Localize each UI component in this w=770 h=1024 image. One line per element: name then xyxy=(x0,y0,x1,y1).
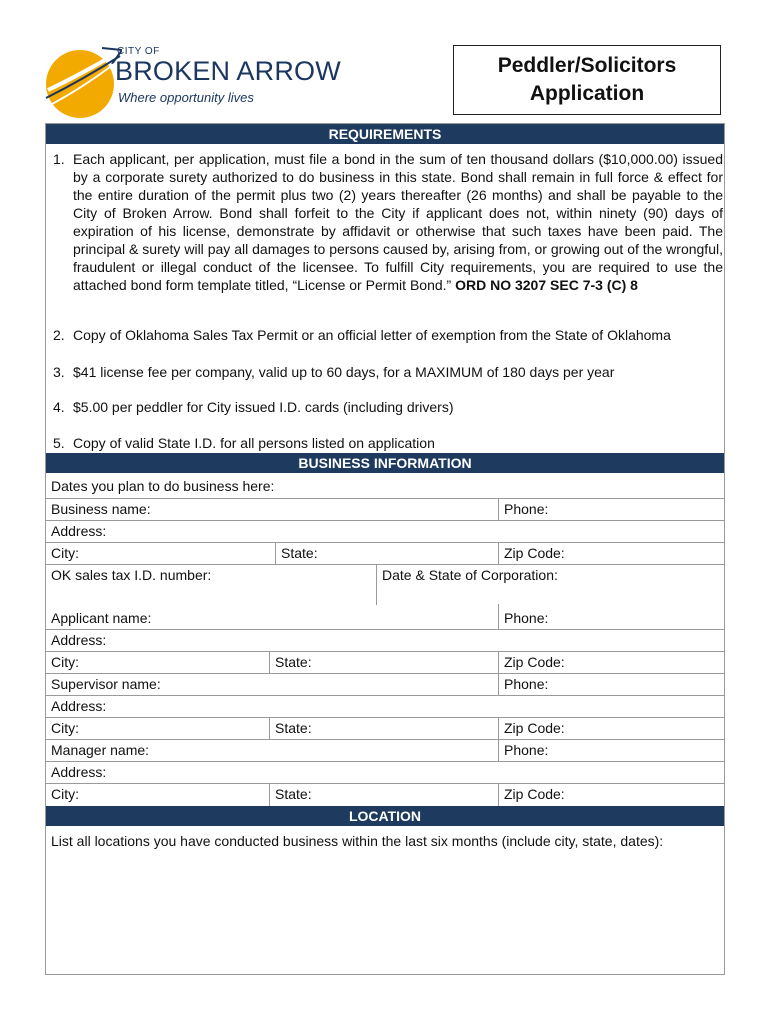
requirement-number: 2. xyxy=(53,327,65,343)
corporation-field[interactable] xyxy=(376,565,724,605)
requirement-text xyxy=(73,150,723,294)
phone-label: Phone: xyxy=(504,610,549,626)
supervisor-address-row[interactable] xyxy=(46,695,724,718)
business-city-field[interactable] xyxy=(46,543,275,565)
requirement-number: 1. xyxy=(53,151,65,167)
tax-corporation-row xyxy=(46,564,724,605)
city-label: City: xyxy=(51,720,79,736)
zip-label: Zip Code: xyxy=(504,545,565,561)
state-label: State: xyxy=(275,786,312,802)
state-label: State: xyxy=(275,654,312,670)
supervisor-city-field[interactable] xyxy=(46,718,269,740)
tax-id-field[interactable] xyxy=(46,565,376,605)
manager-name-label: Manager name: xyxy=(51,742,150,758)
zip-label: Zip Code: xyxy=(504,786,565,802)
zip-label: Zip Code: xyxy=(504,654,565,670)
dates-label: Dates you plan to do business here: xyxy=(51,478,275,494)
form-title-line2: Application xyxy=(529,82,645,105)
city-label: City: xyxy=(51,545,79,561)
city-label: City: xyxy=(51,654,79,670)
state-label: State: xyxy=(275,720,312,736)
applicant-name-label: Applicant name: xyxy=(51,610,152,626)
supervisor-city-row xyxy=(46,717,724,740)
business-city-row xyxy=(46,542,724,565)
requirement-text: Copy of Oklahoma Sales Tax Permit or an official letter of exemption from the State of Oklahoma xyxy=(73,327,671,343)
manager-city-field[interactable] xyxy=(46,784,269,806)
requirement-text: Copy of valid State I.D. for all persons listed on application xyxy=(73,435,435,451)
tax-id-label: OK sales tax I.D. number: xyxy=(51,567,212,583)
manager-name-field[interactable] xyxy=(46,740,498,762)
business-zip-field[interactable] xyxy=(498,543,724,565)
requirement-item-2 xyxy=(53,326,721,346)
manager-city-row xyxy=(46,783,724,806)
ordinance-reference: ORD NO 3207 SEC 7-3 (C) 8 xyxy=(455,277,638,293)
applicant-phone-field[interactable] xyxy=(498,604,724,629)
phone-label: Phone: xyxy=(504,742,549,758)
requirement-item-3 xyxy=(53,363,721,383)
applicant-zip-field[interactable] xyxy=(498,652,724,674)
applicant-address-row[interactable] xyxy=(46,629,724,652)
manager-state-field[interactable] xyxy=(269,784,498,806)
requirement-number: 3. xyxy=(53,364,65,380)
supervisor-state-field[interactable] xyxy=(269,718,498,740)
logo-city-of: CITY OF xyxy=(117,46,160,57)
business-information-header: BUSINESS INFORMATION xyxy=(46,453,724,473)
supervisor-zip-field[interactable] xyxy=(498,718,724,740)
requirement-number: 4. xyxy=(53,399,65,415)
application-form xyxy=(45,123,725,975)
manager-zip-field[interactable] xyxy=(498,784,724,806)
manager-address-row[interactable] xyxy=(46,761,724,784)
requirement-item-4 xyxy=(53,398,721,418)
applicant-city-row xyxy=(46,651,724,674)
requirement-1-body: Each applicant, per application, must file a bond in the sum of ten thousand dollars ($10,000.00) issued by a corporate surety authorized to do business in this state. Bond shall remain in full force & effect for the entire duration of the permit plus two (2) years thereafter (26 months) and shall be payable to the City of Broken Arrow. Bond shall forfeit to the City if applicant does not, within ninety (90) days of expiration of his license, demonstrate by affidavit or otherwise that such taxes have been paid. The principal & surety will pay all damages to persons caused by, arising from, or growing out of the wrongful, fraudulent or illegal conduct of the licensee. To fulfill City requirements, you are required to use the attached bond form template titled, “License or Permit Bond.” xyxy=(73,151,723,293)
address-label: Address: xyxy=(51,698,107,714)
address-label: Address: xyxy=(51,523,107,539)
supervisor-phone-field[interactable] xyxy=(498,674,724,696)
zip-label: Zip Code: xyxy=(504,720,565,736)
locations-area[interactable] xyxy=(46,826,724,974)
requirement-text: $41 license fee per company, valid up to 60 days, for a MAXIMUM of 180 days per year xyxy=(73,364,615,380)
business-state-field[interactable] xyxy=(275,543,498,565)
applicant-city-field[interactable] xyxy=(46,652,269,674)
requirement-item-1 xyxy=(53,150,721,330)
supervisor-name-label: Supervisor name: xyxy=(51,676,161,692)
broken-arrow-emblem-icon xyxy=(42,44,122,120)
requirement-number: 5. xyxy=(53,435,65,451)
phone-label: Phone: xyxy=(504,676,549,692)
business-address-row[interactable] xyxy=(46,520,724,543)
business-name-field[interactable] xyxy=(46,499,498,521)
corporation-label: Date & State of Corporation: xyxy=(382,567,558,583)
requirements-header: REQUIREMENTS xyxy=(46,124,724,144)
address-label: Address: xyxy=(51,632,107,648)
address-label: Address: xyxy=(51,764,107,780)
city-logo xyxy=(42,44,352,120)
applicant-name-row xyxy=(46,604,724,629)
form-title-line1: Peddler/Solicitors xyxy=(497,54,677,77)
locations-instruction: List all locations you have conducted business within the last six months (include city, state, dates): xyxy=(51,833,664,849)
form-title xyxy=(453,45,721,115)
phone-label: Phone: xyxy=(504,501,549,517)
manager-name-row xyxy=(46,739,724,762)
applicant-state-field[interactable] xyxy=(269,652,498,674)
supervisor-name-field[interactable] xyxy=(46,674,498,696)
state-label: State: xyxy=(281,545,318,561)
logo-city-name: BROKEN ARROW xyxy=(115,56,341,86)
business-phone-field[interactable] xyxy=(498,499,724,521)
location-header: LOCATION xyxy=(46,806,724,826)
city-label: City: xyxy=(51,786,79,802)
logo-tagline: Where opportunity lives xyxy=(118,90,254,105)
requirement-text: $5.00 per peddler for City issued I.D. cards (including drivers) xyxy=(73,399,454,415)
business-name-label: Business name: xyxy=(51,501,151,517)
supervisor-name-row xyxy=(46,673,724,696)
requirement-item-5 xyxy=(53,434,721,454)
dates-row[interactable] xyxy=(46,476,724,498)
manager-phone-field[interactable] xyxy=(498,740,724,762)
applicant-name-field[interactable] xyxy=(46,604,498,629)
business-name-row xyxy=(46,498,724,521)
